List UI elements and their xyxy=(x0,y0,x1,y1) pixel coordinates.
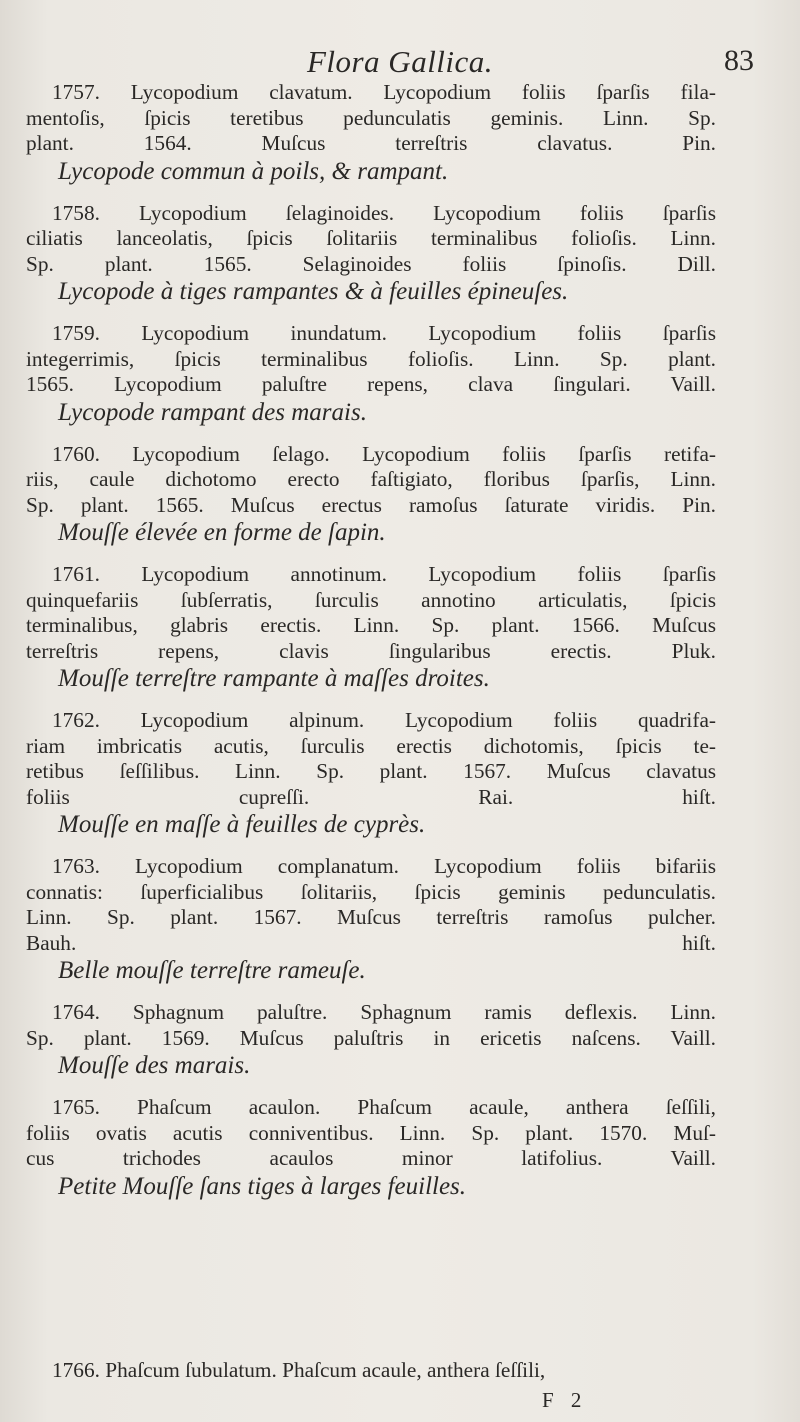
page-body xyxy=(26,80,716,1216)
entry-line: 1760. Lycopodium ſelago. Lycopodium foliis ſparſis retifa- xyxy=(52,441,716,466)
entry-1759 xyxy=(26,321,716,428)
entry-line: connatis: ſuperficialibus ſolitariis, ſpicis geminis pedunculatis. xyxy=(26,879,716,904)
entry-latin-text xyxy=(26,562,716,664)
entry-line: 1762. Lycopodium alpinum. Lycopodium foliis quadrifa- xyxy=(52,708,716,732)
entry-line: 1763. Lycopodium complanatum. Lycopodium foliis bifariis xyxy=(52,854,716,878)
french-name: Mouſſe élevée en forme de ſapin. xyxy=(58,519,386,546)
entry-line: 1565. Lycopodium paluſtre repens, clava ſingulari. Vaill. xyxy=(26,372,716,396)
entry-line: 1757. Lycopodium clavatum. Lycopodium foliis ſparſis fila- xyxy=(52,80,716,104)
entry-line: foliis ovatis acutis conniventibus. Linn. Sp. plant. 1570. Muſ- xyxy=(26,1120,716,1145)
french-name: Mouſſe des marais. xyxy=(58,1052,251,1079)
entry-line: Sp. plant. 1569. Muſcus paluſtris in ericetis naſcens. Vaill. xyxy=(26,1025,716,1050)
entry-1764 xyxy=(26,1000,716,1081)
page-header xyxy=(0,44,800,84)
entry-line: Sp. plant. 1565. Muſcus erectus ramoſus ſaturate viridis. Pin. xyxy=(26,492,716,517)
entry-line: Linn. Sp. plant. 1567. Muſcus terreſtris ramoſus pulcher. xyxy=(26,905,716,929)
entry-1758 xyxy=(26,201,716,308)
entry-line: Sp. plant. 1565. Selaginoides foliis ſpinoſis. Dill. xyxy=(26,251,716,276)
entry-latin-text xyxy=(26,1095,716,1172)
entry-latin-text xyxy=(26,442,716,519)
french-name: Mouſſe en maſſe à feuilles de cyprès. xyxy=(58,811,426,838)
entry-1763 xyxy=(26,854,716,986)
entry-line: mentoſis, ſpicis teretibus pedunculatis geminis. Linn. Sp. xyxy=(26,105,716,130)
french-name: Petite Mouſſe ſans tiges à larges feuilles. xyxy=(58,1172,467,1200)
french-name: Belle mouſſe terreſtre rameuſe. xyxy=(58,957,366,984)
entry-line: Bauh. hiſt. xyxy=(26,930,716,955)
entry-line: 1761. Lycopodium annotinum. Lycopodium foliis ſparſis xyxy=(52,562,716,586)
entry-line: plant. 1564. Muſcus terreſtris clavatus. Pin. xyxy=(26,131,716,155)
entry-1761 xyxy=(26,562,716,694)
page-number: 83 xyxy=(724,44,754,77)
entry-latin-text xyxy=(26,1000,716,1051)
entry-1765 xyxy=(26,1095,716,1202)
french-name: Lycopode à tiges rampantes & à feuilles épineuſes. xyxy=(58,278,569,305)
entry-latin-text xyxy=(26,80,716,157)
entry-line: terreſtris repens, clavis ſingularibus erectis. Pluk. xyxy=(26,638,716,663)
signature-mark: F 2 xyxy=(542,1388,588,1412)
entry-line: quinquefariis ſubſerratis, ſurculis annotino articulatis, ſpicis xyxy=(26,587,716,612)
entry-line: retibus ſeſſilibus. Linn. Sp. plant. 1567. Muſcus clavatus xyxy=(26,759,716,783)
entry-line: foliis cupreſſi. Rai. hiſt. xyxy=(26,784,716,809)
entry-line: integerrimis, ſpicis terminalibus folioſis. Linn. Sp. plant. xyxy=(26,346,716,371)
entry-line: 1759. Lycopodium inundatum. Lycopodium foliis ſparſis xyxy=(52,321,716,345)
french-name: Lycopode commun à poils, & rampant. xyxy=(58,157,449,185)
french-name: Mouſſe terreſtre rampante à maſſes droites. xyxy=(58,665,490,692)
running-title: Flora Gallica. xyxy=(306,44,494,79)
entry-1762 xyxy=(26,708,716,840)
entry-line: 1764. Sphagnum paluſtre. Sphagnum ramis deflexis. Linn. xyxy=(52,1000,716,1024)
entry-1760 xyxy=(26,442,716,549)
entry-latin-text xyxy=(26,201,716,278)
entry-line: cus trichodes acaulos minor latifolius. Vaill. xyxy=(26,1146,716,1170)
entry-latin-text xyxy=(26,321,716,398)
entry-1766-first-line: 1766. Phaſcum ſubulatum. Phaſcum acaule, anthera ſeſſili, xyxy=(52,1358,546,1382)
entry-line: ciliatis lanceolatis, ſpicis ſolitariis terminalibus folioſis. Linn. xyxy=(26,226,716,250)
entry-line: 1758. Lycopodium ſelaginoides. Lycopodium foliis ſparſis xyxy=(52,200,716,225)
entry-line: riis, caule dichotomo erecto faſtigiato, floribus ſparſis, Linn. xyxy=(26,467,716,491)
entry-line: terminalibus, glabris erectis. Linn. Sp. plant. 1566. Muſcus xyxy=(26,613,716,637)
entry-latin-text xyxy=(26,708,716,810)
entry-1757 xyxy=(26,80,716,187)
entry-latin-text xyxy=(26,854,716,956)
entry-line: 1765. Phaſcum acaulon. Phaſcum acaule, anthera ſeſſili, xyxy=(52,1095,716,1119)
french-name: Lycopode rampant des marais. xyxy=(58,398,367,426)
entry-line: riam imbricatis acutis, ſurculis erectis dichotomis, ſpicis te- xyxy=(26,733,716,758)
